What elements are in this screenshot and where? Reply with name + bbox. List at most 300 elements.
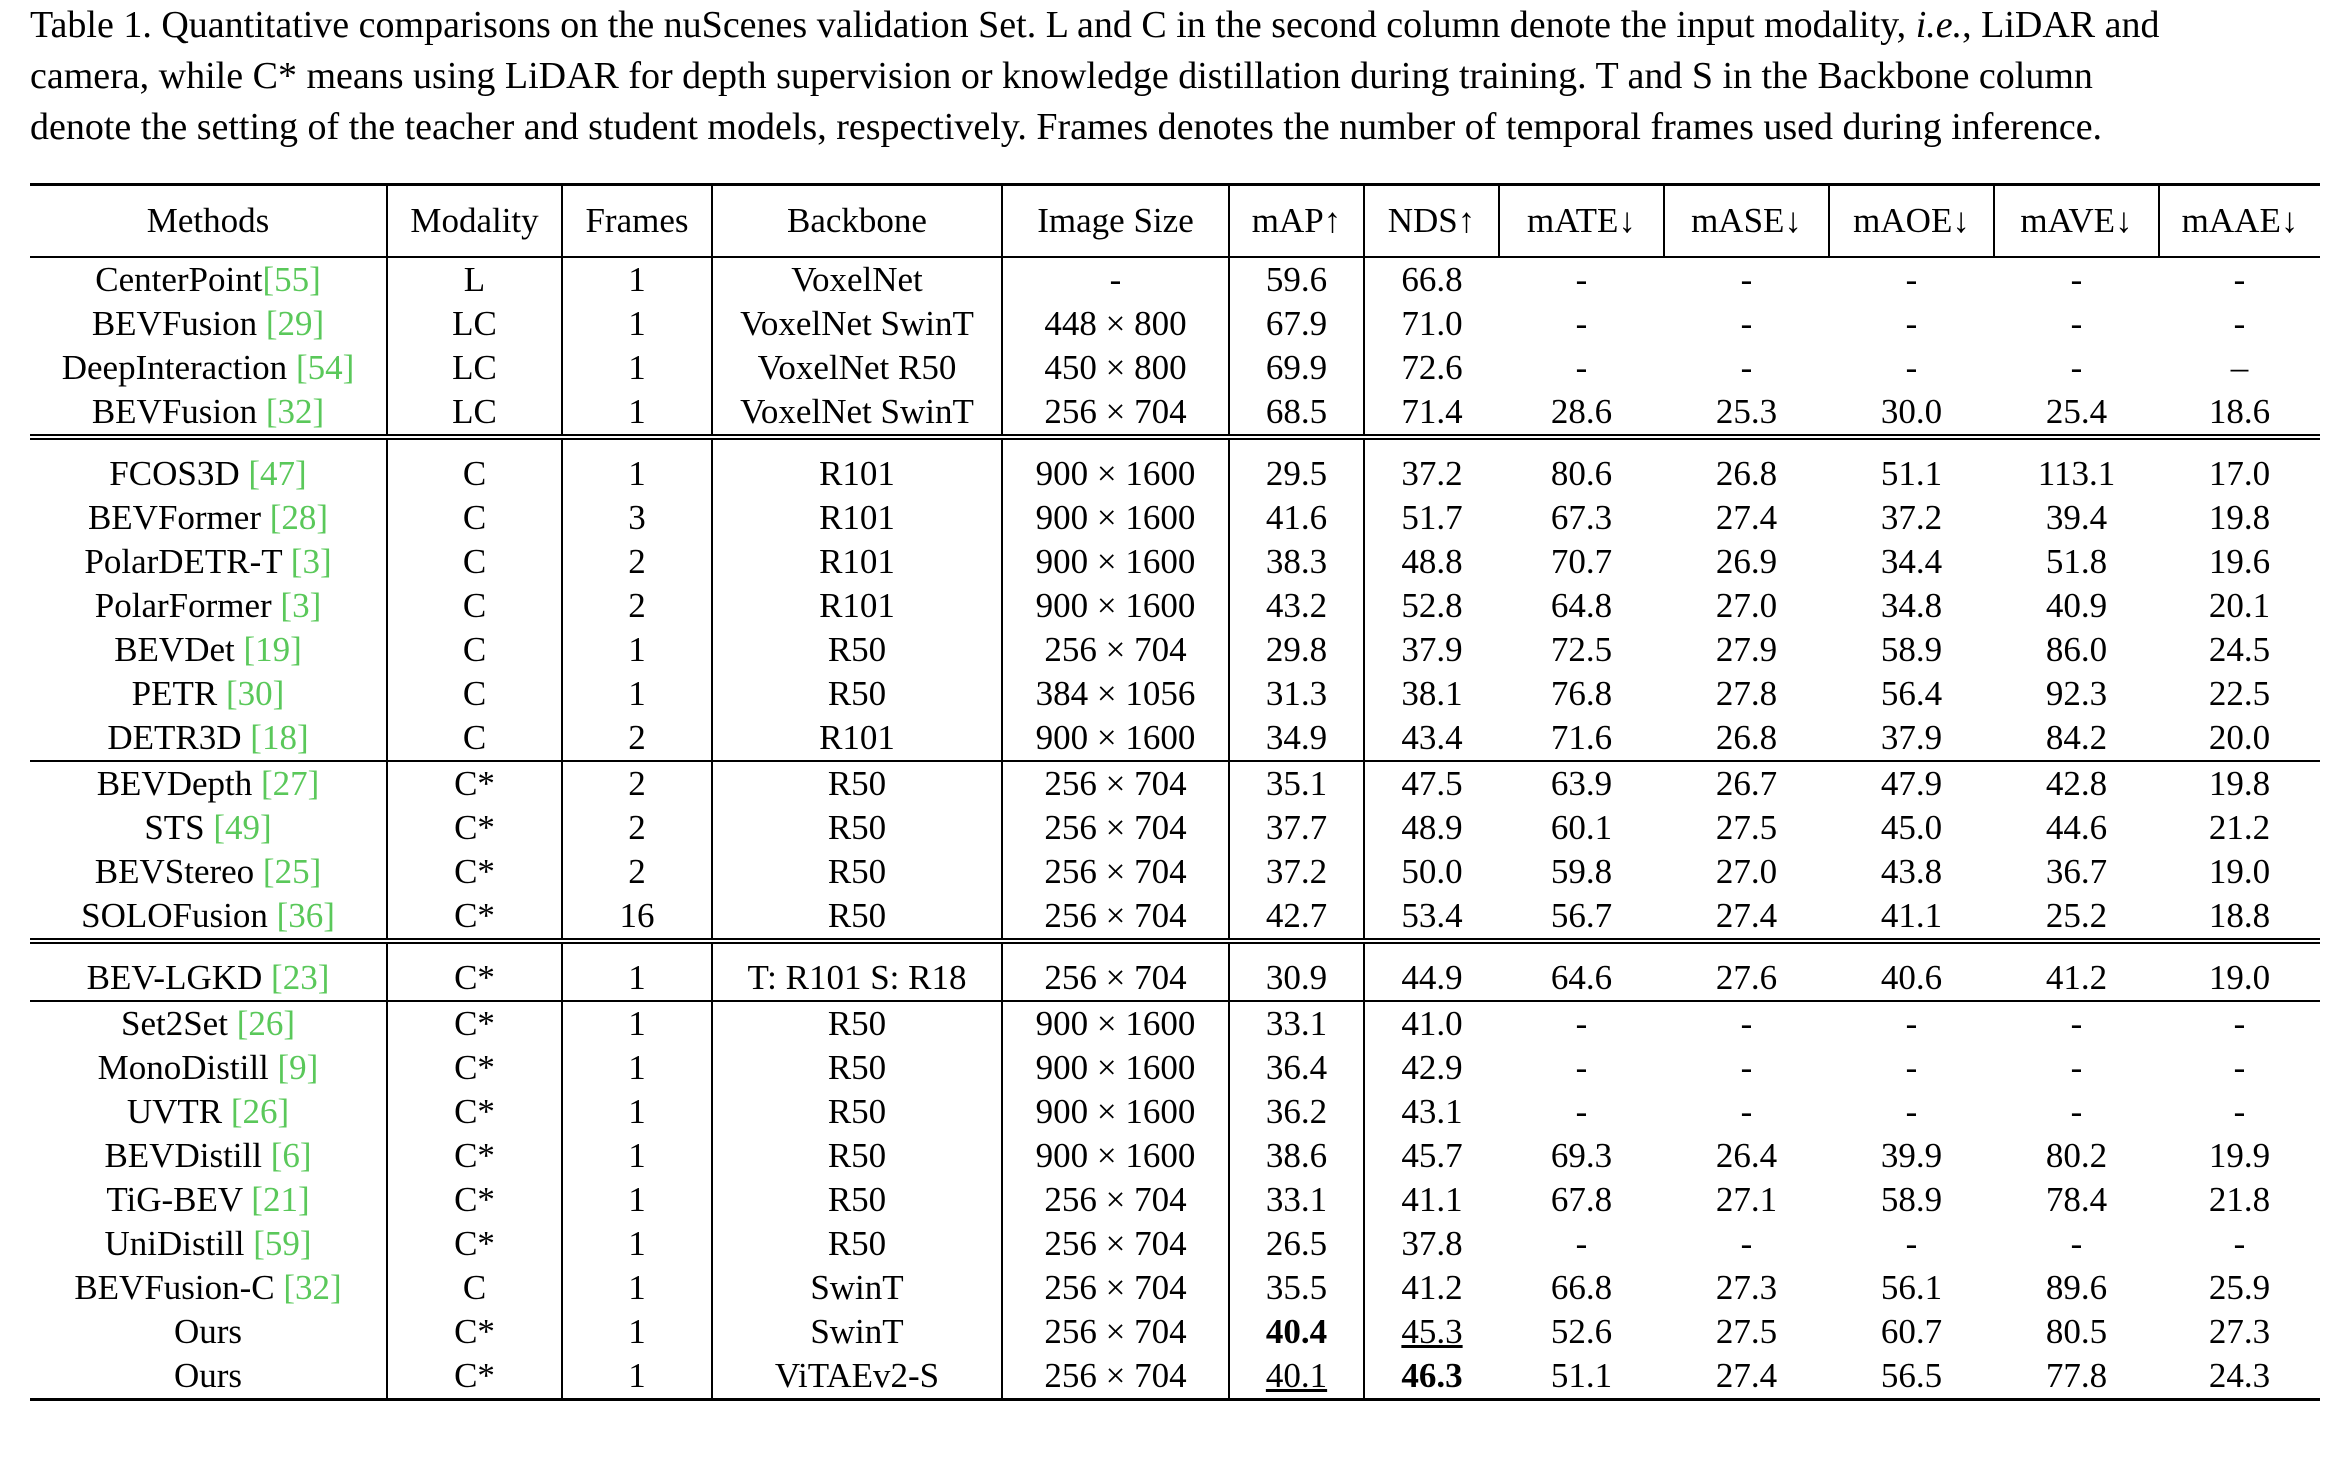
cell-maae [2159, 257, 2320, 302]
cell-value: - [1740, 348, 1753, 387]
table-row [30, 1134, 2320, 1178]
citation-link[interactable]: [36] [276, 896, 335, 935]
cell-modality [387, 628, 562, 672]
table-row [30, 390, 2320, 437]
cell-mave [1994, 346, 2159, 390]
cell-value: C [462, 586, 487, 625]
table-row [30, 346, 2320, 390]
cell-mate [1499, 806, 1664, 850]
cell-value: 450 × 800 [1044, 348, 1187, 387]
cell-value: – [2230, 348, 2249, 387]
cell-mave [1994, 672, 2159, 716]
cell-value: 25.4 [2045, 392, 2108, 431]
cell-mate [1499, 1354, 1664, 1400]
cell-value: C* [454, 1004, 495, 1043]
cell-value: 71.0 [1401, 304, 1463, 343]
cell-nds [1364, 1310, 1499, 1354]
cell-value: 41.2 [2045, 958, 2108, 997]
cell-value: 19.0 [2208, 852, 2271, 891]
cell-value: 1 [628, 1312, 646, 1351]
cell-value: 86.0 [2045, 630, 2108, 669]
cell-value: 58.9 [1880, 1180, 1943, 1219]
cell-value: 33.1 [1265, 1004, 1328, 1043]
cell-value: C* [454, 1092, 495, 1131]
cell-value: 51.1 [1550, 1356, 1613, 1395]
cell-map [1229, 390, 1364, 437]
citation-link[interactable]: [49] [213, 808, 272, 847]
cell-mate [1499, 850, 1664, 894]
cell-value: 27.4 [1715, 896, 1778, 935]
cell-value: 27.1 [1715, 1180, 1778, 1219]
cell-frames [562, 1310, 712, 1354]
cell-value: 27.4 [1715, 498, 1778, 537]
cell-value: 16 [619, 896, 655, 935]
cell-value: 1 [628, 1092, 646, 1131]
cell-method [30, 1266, 387, 1310]
cell-value: 37.2 [1265, 852, 1328, 891]
cell-size [1002, 761, 1229, 806]
cell-mase [1664, 540, 1829, 584]
cell-value: 256 × 704 [1044, 852, 1187, 891]
cell-value: R50 [827, 1224, 887, 1263]
cell-value: 26.8 [1715, 454, 1778, 493]
cell-value: 56.7 [1550, 896, 1613, 935]
cell-value: 84.2 [2045, 718, 2108, 757]
cell-backbone [712, 806, 1002, 850]
cell-value: 41.6 [1265, 498, 1328, 537]
cell-frames [562, 806, 712, 850]
cell-value: - [1905, 304, 1918, 343]
cell-value: 19.9 [2208, 1136, 2271, 1175]
cell-value: 30.9 [1265, 958, 1328, 997]
cell-method [30, 540, 387, 584]
cell-maae [2159, 894, 2320, 941]
citation-link[interactable]: [21] [251, 1180, 310, 1219]
citation-link[interactable]: [30] [226, 674, 285, 713]
cell-value: - [1740, 1092, 1753, 1131]
header-row [30, 185, 2320, 258]
cell-value: C* [454, 852, 495, 891]
cell-nds [1364, 540, 1499, 584]
cell-mate [1499, 1310, 1664, 1354]
cell-mate [1499, 1222, 1664, 1266]
cell-mase [1664, 390, 1829, 437]
header-backbone: Backbone [712, 185, 1002, 258]
cell-value: 80.5 [2045, 1312, 2108, 1351]
citation-link[interactable]: [54] [295, 348, 355, 387]
cell-value: VoxelNet SwinT [740, 304, 974, 343]
cell-mate [1499, 761, 1664, 806]
cell-value: C* [454, 1356, 495, 1395]
cell-nds [1364, 628, 1499, 672]
citation-link[interactable]: [27] [260, 764, 320, 803]
citation-link[interactable]: [23] [271, 958, 330, 997]
cell-value: 67.8 [1550, 1180, 1613, 1219]
cell-modality [387, 941, 562, 1001]
cell-value: 38.3 [1265, 542, 1328, 581]
cell-backbone [712, 850, 1002, 894]
cell-backbone [712, 1090, 1002, 1134]
citation-link[interactable]: [9] [277, 1048, 319, 1087]
cell-nds [1364, 806, 1499, 850]
cell-value: 27.5 [1715, 1312, 1778, 1351]
cell-value: SwinT [810, 1312, 904, 1351]
cell-frames [562, 496, 712, 540]
citation-link[interactable]: [19] [243, 630, 302, 669]
cell-value: 900 × 1600 [1035, 454, 1196, 493]
cell-value: - [2070, 304, 2083, 343]
cell-backbone [712, 1046, 1002, 1090]
cell-frames [562, 850, 712, 894]
cell-value: 69.9 [1265, 348, 1328, 387]
cell-value: R101 [819, 586, 895, 625]
cell-modality [387, 437, 562, 496]
method-name: CenterPoint [95, 260, 263, 299]
cell-value: - [1905, 1004, 1918, 1043]
cell-value: 72.5 [1550, 630, 1613, 669]
cell-mase [1664, 1134, 1829, 1178]
cell-value: - [2233, 304, 2246, 343]
cell-value: 34.4 [1880, 542, 1943, 581]
table-row [30, 761, 2320, 806]
cell-value: 2 [628, 852, 646, 891]
cell-value: 43.8 [1880, 852, 1943, 891]
cell-modality [387, 346, 562, 390]
cell-method [30, 257, 387, 302]
caption-line-1 [30, 0, 2330, 51]
cell-value: 48.9 [1401, 808, 1463, 847]
cell-value: 41.1 [1401, 1180, 1463, 1219]
table-row [30, 496, 2320, 540]
cell-mase [1664, 1266, 1829, 1310]
cell-mave [1994, 1222, 2159, 1266]
cell-mave [1994, 496, 2159, 540]
method-name: PolarDETR-T [84, 542, 291, 581]
cell-value: 67.9 [1265, 304, 1328, 343]
cell-value: 64.6 [1550, 958, 1613, 997]
cell-value: R50 [827, 896, 887, 935]
cell-value: C* [454, 896, 495, 935]
cell-mase [1664, 628, 1829, 672]
cell-value: 27.8 [1715, 674, 1778, 713]
cell-value: 448 × 800 [1044, 304, 1187, 343]
cell-value: VoxelNet [791, 260, 923, 299]
cell-mase [1664, 894, 1829, 941]
cell-value: - [2070, 260, 2083, 299]
cell-frames [562, 1222, 712, 1266]
citation-link[interactable]: [3] [280, 586, 322, 625]
cell-modality [387, 716, 562, 761]
table-row [30, 1090, 2320, 1134]
cell-method [30, 584, 387, 628]
cell-method [30, 628, 387, 672]
table-row [30, 1001, 2320, 1046]
cell-value: 78.4 [2045, 1180, 2108, 1219]
cell-value: 3 [628, 498, 646, 537]
cell-value: 53.4 [1401, 896, 1463, 935]
cell-modality [387, 806, 562, 850]
cell-value: 26.9 [1715, 542, 1778, 581]
cell-value: 27.0 [1715, 586, 1778, 625]
cell-mate [1499, 716, 1664, 761]
cell-value: - [2070, 1224, 2083, 1263]
cell-mase [1664, 302, 1829, 346]
cell-frames [562, 540, 712, 584]
cell-value: - [1740, 1048, 1753, 1087]
cell-frames [562, 1001, 712, 1046]
cell-size [1002, 1222, 1229, 1266]
cell-size [1002, 1046, 1229, 1090]
cell-maae [2159, 584, 2320, 628]
cell-value: L [463, 260, 486, 299]
citation-link[interactable]: [28] [269, 498, 329, 537]
cell-backbone [712, 894, 1002, 941]
caption-text: , LiDAR and [1962, 4, 2160, 46]
caption-ie: i.e. [1915, 4, 1963, 46]
citation-link[interactable]: [55] [262, 260, 321, 299]
citation-link[interactable]: [18] [250, 718, 309, 757]
cell-value: 19.8 [2208, 498, 2271, 537]
cell-value: C* [454, 1136, 495, 1175]
cell-nds [1364, 761, 1499, 806]
cell-method [30, 390, 387, 437]
cell-size [1002, 1354, 1229, 1400]
cell-mate [1499, 1001, 1664, 1046]
cell-size [1002, 716, 1229, 761]
cell-mave [1994, 894, 2159, 941]
cell-maoe [1829, 850, 1994, 894]
cell-value: 68.5 [1265, 392, 1328, 431]
cell-mave [1994, 716, 2159, 761]
cell-map [1229, 806, 1364, 850]
cell-modality [387, 1134, 562, 1178]
cell-method [30, 761, 387, 806]
cell-backbone [712, 1266, 1002, 1310]
cell-value: 22.5 [2208, 674, 2271, 713]
cell-value: 900 × 1600 [1035, 718, 1196, 757]
cell-value: VoxelNet SwinT [740, 392, 974, 431]
cell-mase [1664, 1354, 1829, 1400]
cell-maoe [1829, 894, 1994, 941]
cell-mave [1994, 850, 2159, 894]
cell-value: - [2070, 348, 2083, 387]
cell-size [1002, 584, 1229, 628]
cell-size [1002, 540, 1229, 584]
cell-value: 900 × 1600 [1035, 1048, 1196, 1087]
citation-link[interactable]: [26] [230, 1092, 290, 1131]
cell-value: 39.9 [1880, 1136, 1943, 1175]
cell-value: 40.1 [1265, 1356, 1328, 1395]
cell-method [30, 1134, 387, 1178]
cell-modality [387, 584, 562, 628]
cell-value: 24.5 [2208, 630, 2271, 669]
cell-value: 1 [628, 454, 646, 493]
cell-backbone [712, 302, 1002, 346]
cell-mate [1499, 1046, 1664, 1090]
cell-backbone [712, 761, 1002, 806]
citation-link[interactable]: [26] [236, 1004, 295, 1043]
cell-mave [1994, 1134, 2159, 1178]
table-row [30, 437, 2320, 496]
cell-mave [1994, 437, 2159, 496]
cell-value: 71.4 [1401, 392, 1463, 431]
table-row [30, 941, 2320, 1001]
cell-value: 900 × 1600 [1035, 498, 1196, 537]
cell-size [1002, 1266, 1229, 1310]
cell-value: - [2233, 1004, 2246, 1043]
cell-nds [1364, 1266, 1499, 1310]
header-mase: mASE↓ [1664, 185, 1829, 258]
cell-value: R50 [827, 1136, 887, 1175]
cell-value: 37.9 [1880, 718, 1943, 757]
citation-link[interactable]: [32] [265, 392, 325, 431]
cell-mate [1499, 302, 1664, 346]
cell-value: 26.4 [1715, 1136, 1778, 1175]
cell-mate [1499, 1266, 1664, 1310]
table-row [30, 850, 2320, 894]
cell-value: 41.2 [1401, 1268, 1463, 1307]
cell-value: 89.6 [2045, 1268, 2108, 1307]
header-maae: mAAE↓ [2159, 185, 2320, 258]
cell-value: LC [452, 304, 497, 343]
cell-value: R50 [827, 1004, 887, 1043]
cell-value: 70.7 [1550, 542, 1613, 581]
cell-value: 1 [628, 304, 646, 343]
cell-nds [1364, 672, 1499, 716]
citation-link[interactable]: [29] [265, 304, 325, 343]
cell-backbone [712, 1354, 1002, 1400]
cell-mave [1994, 540, 2159, 584]
header-mate: mATE↓ [1499, 185, 1664, 258]
cell-value: 1 [628, 1224, 646, 1263]
cell-value: 50.0 [1401, 852, 1463, 891]
cell-value: 1 [628, 630, 646, 669]
citation-link[interactable]: [6] [270, 1136, 312, 1175]
cell-frames [562, 346, 712, 390]
cell-size [1002, 257, 1229, 302]
cell-mase [1664, 1090, 1829, 1134]
cell-value: - [1740, 260, 1753, 299]
cell-size [1002, 850, 1229, 894]
cell-map [1229, 496, 1364, 540]
cell-maae [2159, 1090, 2320, 1134]
cell-value: - [1905, 1224, 1918, 1263]
cell-modality [387, 496, 562, 540]
cell-value: 27.6 [1715, 958, 1778, 997]
cell-frames [562, 1266, 712, 1310]
cell-method [30, 1178, 387, 1222]
cell-maae [2159, 302, 2320, 346]
cell-value: 1 [628, 674, 646, 713]
cell-map [1229, 1266, 1364, 1310]
cell-value: C [462, 454, 487, 493]
cell-value: 56.1 [1880, 1268, 1943, 1307]
cell-map [1229, 1001, 1364, 1046]
cell-backbone [712, 390, 1002, 437]
cell-nds [1364, 941, 1499, 1001]
cell-maoe [1829, 628, 1994, 672]
cell-value: 36.2 [1265, 1092, 1328, 1131]
cell-value: 45.0 [1880, 808, 1943, 847]
cell-value: 37.8 [1401, 1224, 1463, 1263]
cell-modality [387, 761, 562, 806]
cell-frames [562, 761, 712, 806]
cell-map [1229, 1222, 1364, 1266]
cell-value: R50 [827, 1092, 887, 1131]
cell-map [1229, 302, 1364, 346]
cell-maoe [1829, 1134, 1994, 1178]
caption-line-3: denote the setting of the teacher and student models, respectively. Frames denotes the number of temporal frames used during inference. [30, 106, 2103, 148]
cell-map [1229, 672, 1364, 716]
cell-maoe [1829, 346, 1994, 390]
cell-method [30, 346, 387, 390]
table-row [30, 806, 2320, 850]
cell-backbone [712, 1178, 1002, 1222]
citation-link[interactable]: [47] [248, 454, 307, 493]
cell-value: 92.3 [2045, 674, 2108, 713]
cell-value: 1 [628, 1048, 646, 1087]
cell-value: C* [454, 764, 495, 803]
citation-link[interactable]: [32] [283, 1268, 342, 1307]
cell-mase [1664, 716, 1829, 761]
cell-maoe [1829, 1266, 1994, 1310]
cell-maoe [1829, 302, 1994, 346]
method-name: BEVDepth [96, 764, 261, 803]
cell-maoe [1829, 1222, 1994, 1266]
cell-value: - [2233, 1092, 2246, 1131]
cell-maae [2159, 1134, 2320, 1178]
cell-backbone [712, 1134, 1002, 1178]
cell-map [1229, 941, 1364, 1001]
cell-value: 27.3 [2208, 1312, 2271, 1351]
cell-value: C [462, 1268, 487, 1307]
cell-nds [1364, 437, 1499, 496]
cell-frames [562, 894, 712, 941]
cell-value: 37.2 [1401, 454, 1463, 493]
cell-method [30, 1310, 387, 1354]
cell-modality [387, 850, 562, 894]
cell-map [1229, 1090, 1364, 1134]
cell-value: R50 [827, 1180, 887, 1219]
cell-frames [562, 1178, 712, 1222]
cell-value: 41.1 [1880, 896, 1943, 935]
cell-value: R50 [827, 1048, 887, 1087]
cell-frames [562, 1046, 712, 1090]
method-name: BEVFormer [87, 498, 270, 537]
citation-link[interactable]: [3] [290, 542, 332, 581]
citation-link[interactable]: [25] [262, 852, 322, 891]
cell-size [1002, 1178, 1229, 1222]
cell-mave [1994, 1046, 2159, 1090]
cell-value: R50 [827, 674, 887, 713]
cell-maoe [1829, 806, 1994, 850]
cell-value: VoxelNet R50 [757, 348, 957, 387]
cell-mate [1499, 346, 1664, 390]
citation-link[interactable]: [59] [253, 1224, 312, 1263]
cell-value: 66.8 [1401, 260, 1463, 299]
cell-modality [387, 1354, 562, 1400]
cell-mate [1499, 941, 1664, 1001]
cell-size [1002, 346, 1229, 390]
cell-mate [1499, 496, 1664, 540]
cell-maoe [1829, 716, 1994, 761]
cell-nds [1364, 1001, 1499, 1046]
cell-mave [1994, 628, 2159, 672]
cell-modality [387, 1178, 562, 1222]
cell-mave [1994, 1354, 2159, 1400]
cell-mate [1499, 437, 1664, 496]
cell-maoe [1829, 584, 1994, 628]
